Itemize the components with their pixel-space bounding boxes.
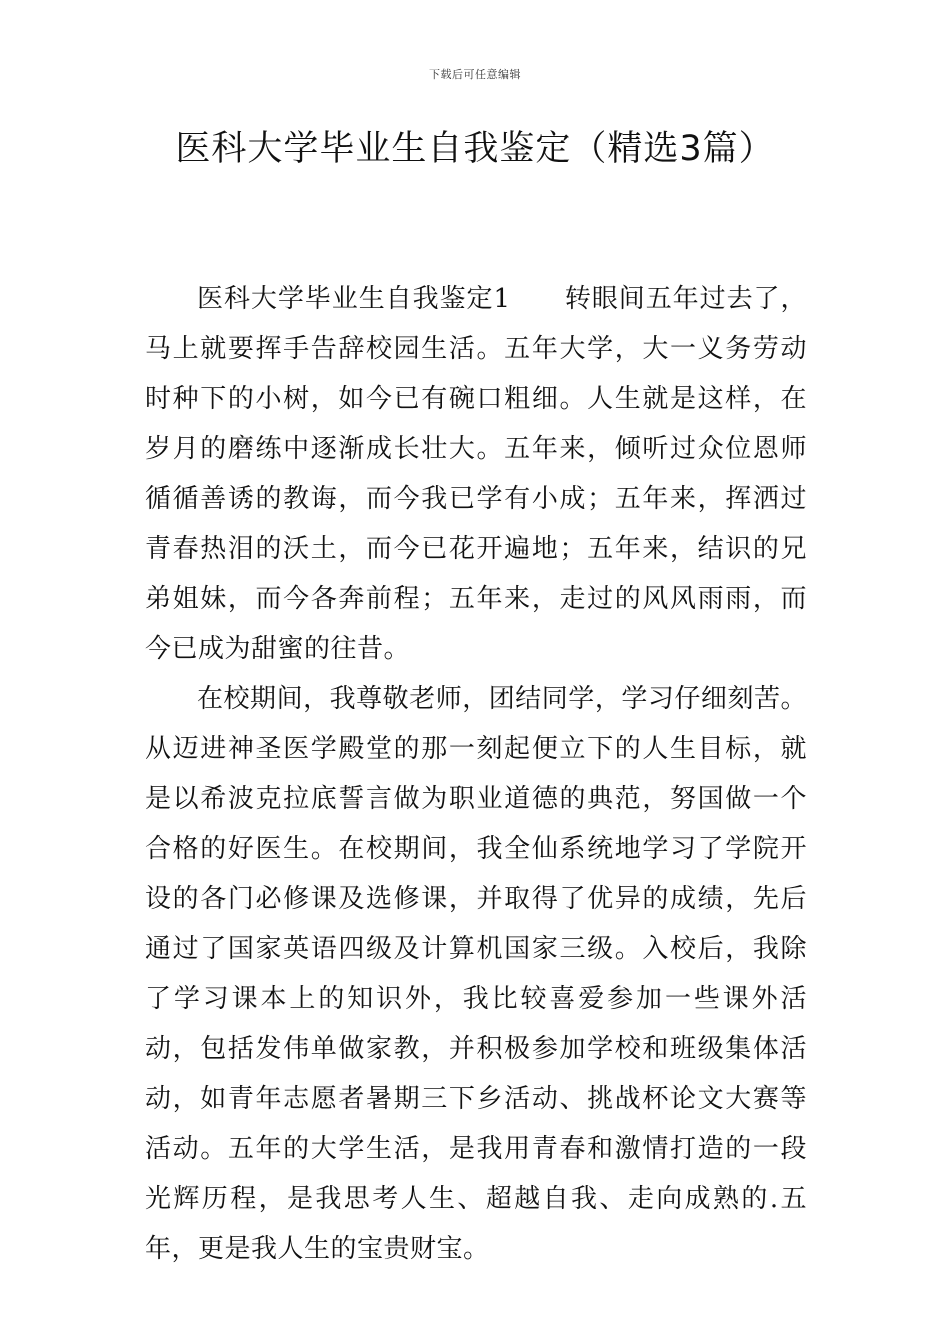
document-body xyxy=(145,274,807,1274)
paragraph-1: 医科大学毕业生自我鉴定1 转眼间五年过去了，马上就要挥手告辞校园生活。五年大学，大一义务劳动时种下的小树，如今已有碗口粗细。人生就是这样，在岁月的磨练中逐渐成长壮大。五年来，倾听过众位恩师循循善诱的教诲，而今我已学有小成；五年来，挥洒过青春热泪的沃土，而今已花开遍地；五年来，结识的兄弟姐妹，而今各奔前程；五年来，走过的风风雨雨，而今已成为甜蜜的往昔。 xyxy=(145,284,807,664)
document-title: 医科大学毕业生自我鉴定（精选3篇） xyxy=(175,129,775,169)
paragraph-2: 在校期间，我尊敬老师，团结同学，学习仔细刻苦。从迈进神圣医学殿堂的那一刻起便立下的人生目标，就是以希波克拉底誓言做为职业道德的典范，努国做一个合格的好医生。在校期间，我全仙系统地学习了学院开设的各门必修课及选修课，并取得了优异的成绩，先后通过了国家英语四级及计算机国家三级。入校后，我除了学习课本上的知识外，我比较喜爱参加一些课外活动，包括发伟单做家教，并积极参加学校和班级集体活动，如青年志愿者暑期三下乡活动、挑战杯论文大赛等活动。五年的大学生活，是我用青春和激情打造的一段光辉历程，是我思考人生、超越自我、走向成熟的.五年，更是我人生的宝贵财宝。 xyxy=(145,684,807,1264)
page-header-note: 下载后可任意编辑 xyxy=(429,68,521,81)
